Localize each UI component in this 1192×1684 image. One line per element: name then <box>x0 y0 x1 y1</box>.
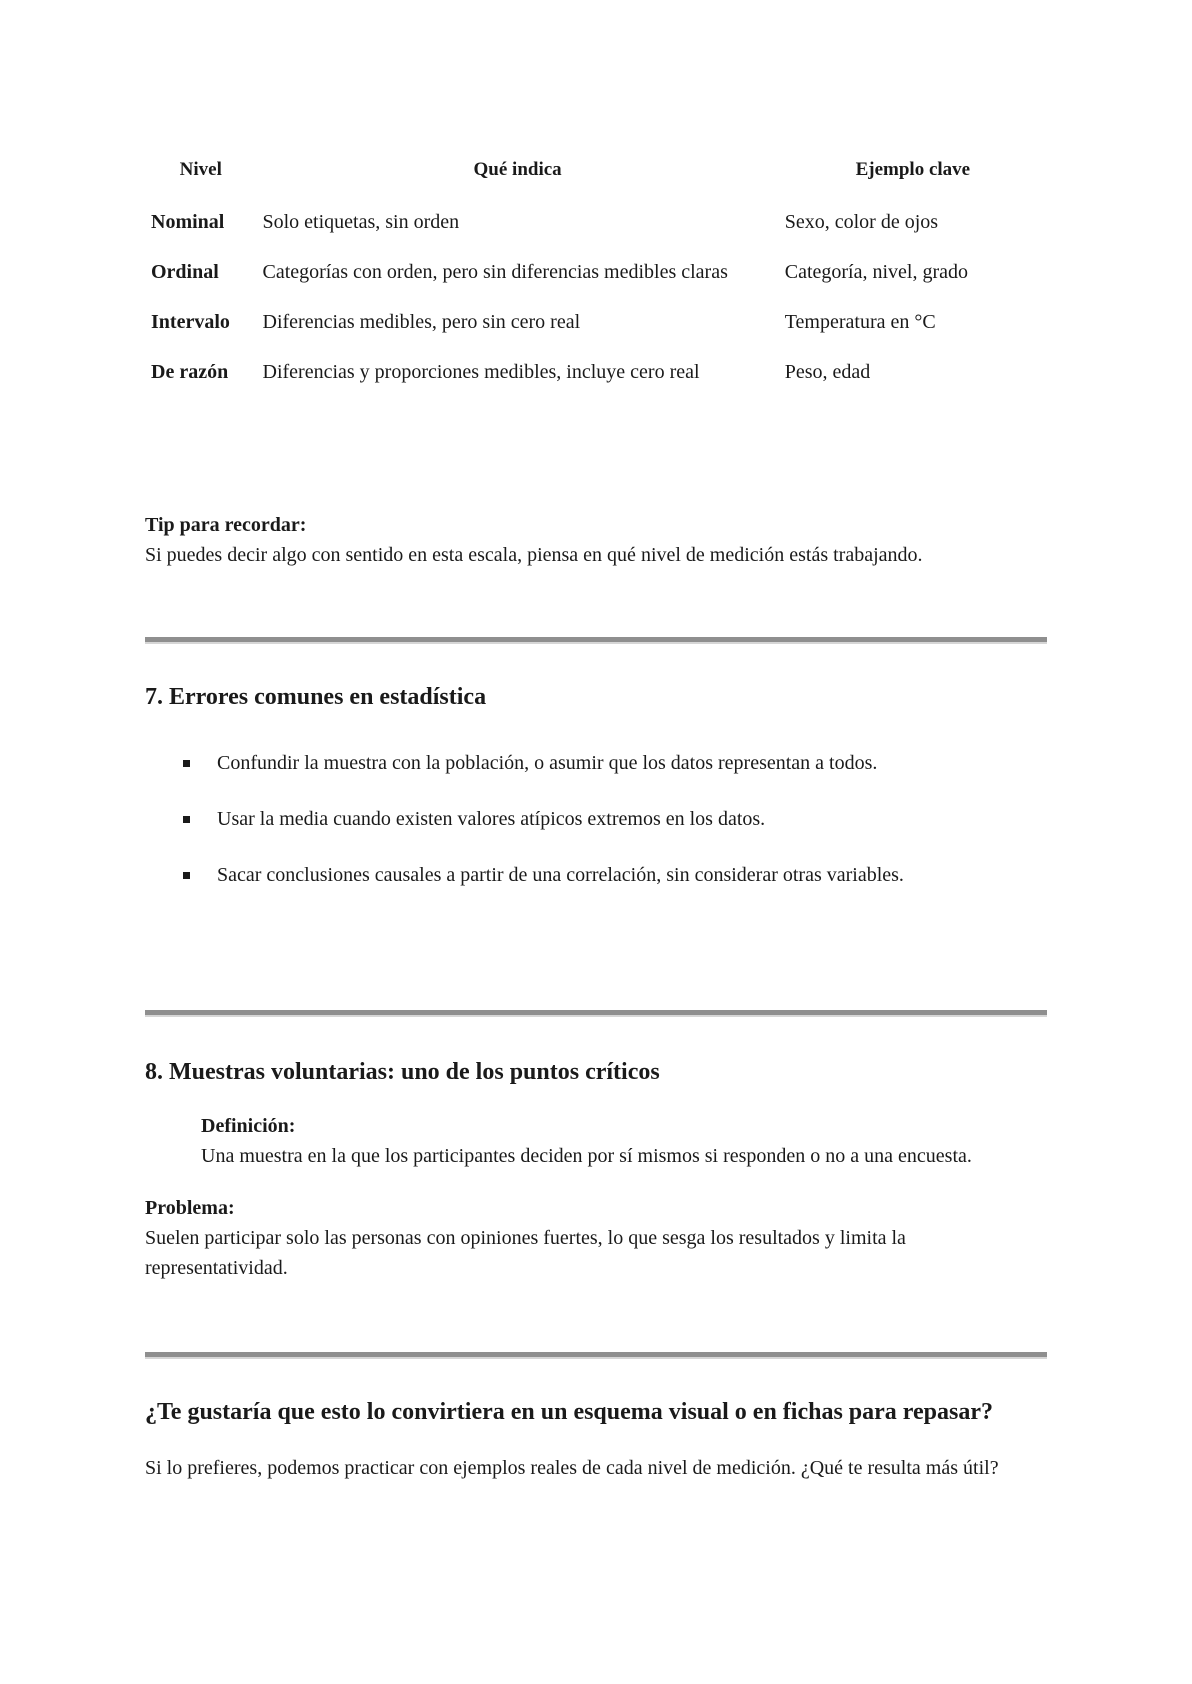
table-cell-example: Peso, edad <box>784 361 871 383</box>
problem-label: Problema: <box>145 1197 235 1219</box>
table-row <box>145 250 1047 300</box>
table-cell-level: Ordinal <box>151 261 219 283</box>
table-cell-example: Categoría, nivel, grado <box>784 261 969 283</box>
list-item: Sacar conclusiones causales a partir de una correlación, sin considerar otras variables. <box>145 860 1047 890</box>
table-cell-level: Nominal <box>151 211 225 233</box>
list-item: Confundir la muestra con la población, o asumir que los datos representan a todos. <box>145 748 1047 778</box>
closing-text: Si lo prefieres, podemos practicar con ejemplos reales de cada nivel de medición. ¿Qué te resulta más útil? <box>145 1457 999 1479</box>
tip-label: Tip para recordar: <box>145 514 307 536</box>
table-header-row <box>145 148 1047 200</box>
section-7-title: 7. Errores comunes en estadística <box>145 684 487 710</box>
table-header-level: Nivel <box>179 159 222 180</box>
horizontal-rule <box>145 637 1047 644</box>
tip-block <box>145 510 1047 570</box>
horizontal-rule <box>145 1352 1047 1359</box>
table-cell-example: Sexo, color de ojos <box>784 211 939 233</box>
definition-label: Definición: <box>201 1115 296 1137</box>
table-cell-description: Diferencias medibles, pero sin cero real <box>262 311 581 333</box>
list-item: Usar la media cuando existen valores atípicos extremos en los datos. <box>145 804 1047 834</box>
problem-block <box>145 1193 1047 1283</box>
tip-text: Si puedes decir algo con sentido en esta escala, piensa en qué nivel de medición estás trabajando. <box>145 544 923 566</box>
problem-text: Suelen participar solo las personas con opiniones fuertes, lo que sesga los resultados y limita la representatividad. <box>145 1227 906 1279</box>
section-8 <box>145 1055 1047 1283</box>
table-cell-example: Temperatura en °C <box>784 311 936 333</box>
table-row <box>145 300 1047 350</box>
horizontal-rule <box>145 1010 1047 1017</box>
table-row <box>145 200 1047 250</box>
table-cell-description: Diferencias y proporciones medibles, incluye cero real <box>262 361 700 383</box>
definition-block <box>145 1111 1047 1171</box>
table-row <box>145 350 1047 400</box>
definition-text: Una muestra en la que los participantes deciden por sí mismos si responden o no a una encuesta. <box>201 1145 972 1167</box>
measurement-levels-table <box>145 148 1047 400</box>
table-cell-description: Solo etiquetas, sin orden <box>262 211 460 233</box>
table-header-example: Ejemplo clave <box>855 159 971 180</box>
table-cell-level: De razón <box>151 361 229 383</box>
table-header-description: Qué indica <box>473 159 562 180</box>
closing-title: ¿Te gustaría que esto lo convirtiera en un esquema visual o en fichas para repasar? <box>145 1399 994 1425</box>
closing-section <box>145 1395 1047 1483</box>
section-7 <box>145 680 1047 916</box>
section-7-list <box>145 748 1047 890</box>
section-8-title: 8. Muestras voluntarias: uno de los puntos críticos <box>145 1059 660 1085</box>
table-cell-level: Intervalo <box>151 311 230 333</box>
table-cell-description: Categorías con orden, pero sin diferencias medibles claras <box>262 261 728 283</box>
